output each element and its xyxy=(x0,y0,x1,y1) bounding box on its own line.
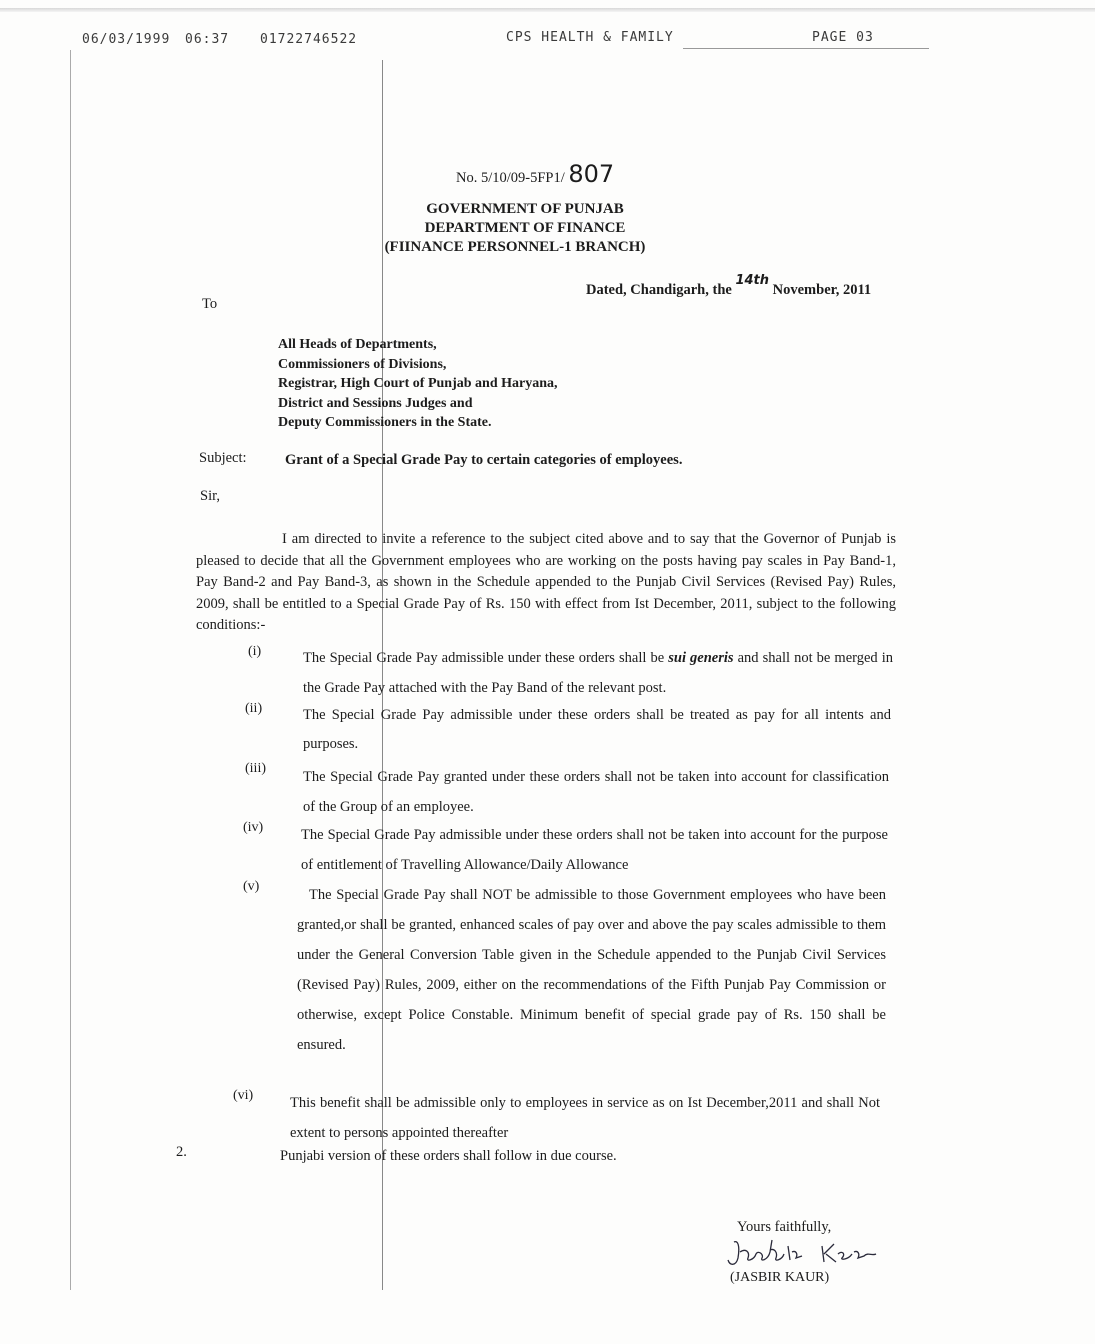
letter-number xyxy=(456,160,614,188)
heading-branch: (FIINANCE PERSONNEL-1 BRANCH) xyxy=(384,239,646,255)
addressee-line: District and Sessions Judges and xyxy=(278,395,473,411)
fax-date: 06/03/1999 xyxy=(82,32,171,47)
condition-number: (ii) xyxy=(245,701,263,716)
addressee-list xyxy=(278,335,558,433)
fax-time: 06:37 xyxy=(185,32,230,47)
fax-page-number: PAGE 03 xyxy=(812,30,874,45)
condition-text-italic: sui generis xyxy=(668,650,734,666)
fax-phone: 01722746522 xyxy=(260,32,358,47)
addressee-line: All Heads of Departments, xyxy=(278,337,437,352)
closing-phrase: Yours faithfully, xyxy=(737,1219,832,1235)
subject-text: Grant of a Special Grade Pay to certain categories of employees. xyxy=(285,452,683,468)
left-margin-line xyxy=(70,50,71,1290)
dated-suffix: November, 2011 xyxy=(772,282,872,298)
condition-text: This benefit shall be admissible only to employees in service as on Ist December,2011 and shall Not extent to persons appointed thereafter xyxy=(290,1095,880,1141)
condition-number: (v) xyxy=(243,879,260,894)
intro-paragraph: I am directed to invite a reference to the subject cited above and to say that the Governor of Punjab is pleased to decide that all the Government employees who are working on the posts having pay scales in Pay Band-1, Pay Band-2 and Pay Band-3, as shown in the Schedule appended to the Punjab Civil Services (Revised Pay) Rules, 2009, shall be entitled to a Special Grade Pay of Rs. 150 with effect from Ist December, 2011, subject to the following conditions:- xyxy=(196,531,896,633)
condition-text: The Special Grade Pay granted under these orders shall not be taken into account for classification of the Group of an employee. xyxy=(303,769,889,815)
condition-number: (iv) xyxy=(243,820,264,835)
addressee-line: Deputy Commissioners in the State. xyxy=(278,415,492,430)
fax-header-band xyxy=(0,8,1095,12)
condition-number: (iii) xyxy=(245,761,266,776)
condition-number: (i) xyxy=(248,644,262,659)
condition-text: The Special Grade Pay admissible under these orders shall not be taken into account for the purpose of entitlement of Travelling Allowance/Daily Allowance xyxy=(301,827,888,873)
condition-text xyxy=(303,643,893,703)
condition-text: The Special Grade Pay shall NOT be admissible to those Government employees who have been granted,or shall be granted, enhanced scales of pay over and above the pay scales admissible to them under the General Conversion Table given in the Schedule appended to the Punjab Civil Services (Revised Pay) Rules, 2009, either on the recommendations of the Fifth Punjab Pay Commission or otherwise, except Police Constable. Minimum benefit of special grade pay of Rs. 150 shall be ensured. xyxy=(297,887,886,1053)
letter-number-handwritten: 807 xyxy=(568,160,615,188)
punjabi-version-note: Punjabi version of these orders shall follow in due course. xyxy=(280,1148,617,1164)
paragraph-number: 2. xyxy=(176,1144,187,1160)
condition-text-part: The Special Grade Pay admissible under these orders shall be xyxy=(303,650,669,666)
dated-day-handwritten: 14th xyxy=(735,273,770,288)
subject-label: Subject: xyxy=(199,450,247,466)
salutation: Sir, xyxy=(200,488,220,504)
heading-government: GOVERNMENT OF PUNJAB xyxy=(426,201,624,217)
dated-line xyxy=(586,273,872,299)
fax-sender: CPS HEALTH & FAMILY xyxy=(506,30,674,45)
dated-prefix: Dated, Chandigarh, the xyxy=(586,282,732,298)
addressee-line: Registrar, High Court of Punjab and Haryana, xyxy=(278,376,558,391)
condition-text-part: and shall not be merged in the Grade Pay attached with the Pay Band of the relevant post. xyxy=(303,650,893,696)
to-label: To xyxy=(202,296,218,312)
letter-heading xyxy=(380,200,670,257)
addressee-line: Commissioners of Divisions, xyxy=(278,356,447,372)
fax-header-rule xyxy=(683,48,929,49)
condition-number: (vi) xyxy=(233,1088,254,1103)
letter-number-prefix: No. 5/10/09-5FP1/ xyxy=(456,170,565,186)
signatory-name: (JASBIR KAUR) xyxy=(730,1270,830,1285)
signature xyxy=(726,1236,886,1272)
condition-text: The Special Grade Pay admissible under these orders shall be treated as pay for all intents and purposes. xyxy=(303,707,891,752)
heading-department: DEPARTMENT OF FINANCE xyxy=(424,220,626,236)
